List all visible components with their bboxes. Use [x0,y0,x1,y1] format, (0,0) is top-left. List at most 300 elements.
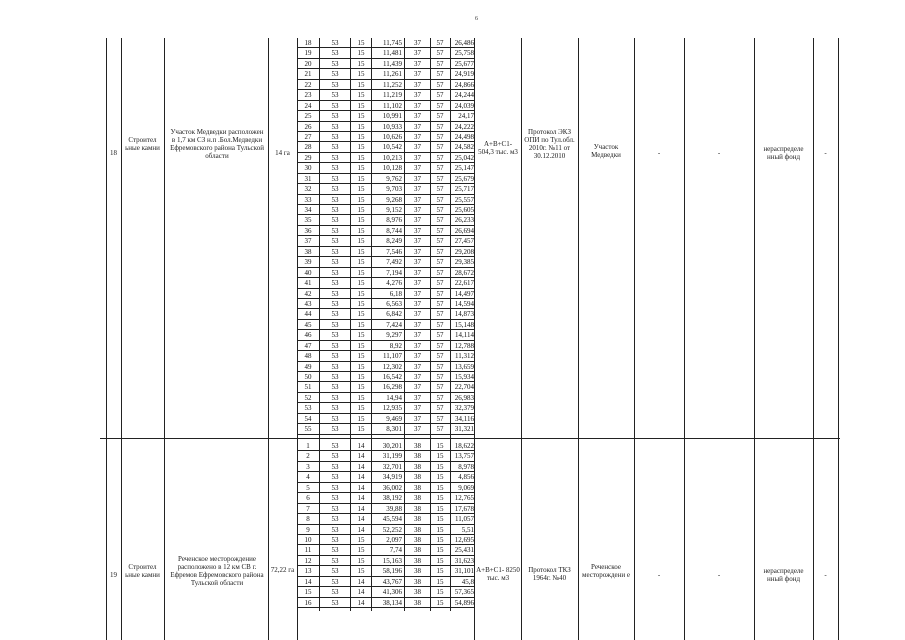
lon-min: 57 [436,310,444,319]
lat-min: 15 [357,535,365,544]
lon-min: 57 [436,164,444,173]
point-number: 47 [304,341,312,350]
lat-min: 14 [357,483,365,492]
lon-sec: 24,039 [454,101,474,110]
lon-deg: 37 [414,425,421,434]
point-number: 50 [304,373,312,381]
point-number: 38 [304,247,312,256]
point-number: 39 [304,258,312,267]
point-number: 4 [306,473,310,482]
lon-sec: 15,934 [454,373,474,381]
lat-min: 15 [357,195,365,204]
coordinate-row [297,483,474,493]
coordinate-row [297,382,474,392]
lon-sec: 24,244 [454,91,474,100]
lon-deg: 37 [414,341,421,350]
lat-sec: 14,94 [386,393,402,402]
lat-sec: 31,199 [382,452,402,461]
lon-deg: 37 [414,195,421,204]
protocol: Протокол ТКЗ 1964г. №40 [528,566,571,582]
lat-min: 15 [357,216,365,225]
point-number: 32 [304,185,312,194]
lon-sec: 25,042 [454,153,474,162]
lat-min: 15 [357,373,365,381]
lon-deg: 37 [414,352,421,361]
lat-min: 14 [357,525,365,534]
lat-min: 15 [357,174,365,183]
grid-line [521,38,522,640]
lat-sec: 11,107 [383,352,402,361]
lon-min: 57 [436,373,444,381]
lon-min: 57 [436,237,444,246]
coordinate-row [297,38,474,48]
lat-sec: 9,268 [386,195,402,204]
lon-sec: 18,622 [454,442,474,450]
mineral-type: Строител ьные камни [125,136,160,152]
lat-min: 14 [357,462,365,471]
lat-deg: 53 [331,143,339,152]
lon-sec: 31,101 [454,567,474,576]
coordinate-row [297,174,474,184]
coordinate-row [297,598,474,608]
lon-min: 15 [436,577,444,586]
lat-min: 15 [357,122,365,131]
lon-deg: 37 [414,404,421,413]
lon-deg: 38 [414,504,421,513]
lon-sec: 31,321 [454,425,474,434]
lat-min: 15 [357,101,365,110]
lat-sec: 8,249 [386,237,402,246]
lon-deg: 38 [414,588,421,597]
lon-min: 57 [436,393,444,402]
point-number: 33 [304,195,312,204]
lon-min: 57 [436,320,444,329]
coordinate-row [297,142,474,152]
protocol: Протокол ЭКЗ ОПИ по Тул.обл. 2010г. №11 от 30.12.2010 [524,128,575,160]
lat-deg: 53 [331,70,339,79]
lon-deg: 37 [414,258,421,267]
coordinate-row [297,268,474,278]
lon-deg: 37 [414,174,421,183]
coordinate-row [297,362,474,372]
lat-deg: 53 [331,556,339,565]
lon-min: 57 [436,268,444,277]
coordinate-row [297,587,474,597]
lon-min: 57 [436,132,444,141]
coordinate-row [297,462,474,472]
lat-min: 15 [357,153,365,162]
lon-min: 57 [436,404,444,413]
lon-min: 15 [436,598,444,607]
lon-min: 15 [436,504,444,513]
lat-sec: 4,276 [386,279,402,288]
point-number: 14 [304,577,312,586]
lon-sec: 26,983 [454,393,474,402]
lat-deg: 53 [331,515,339,524]
point-number: 21 [304,70,312,79]
lon-sec: 8,978 [458,462,474,471]
empty-cell: - [657,571,661,579]
point-number: 44 [304,310,312,319]
coordinate-row [297,372,474,382]
lon-min: 57 [436,258,444,267]
grid-line [754,38,755,640]
lon-min: 15 [436,556,444,565]
coordinate-row [297,414,474,424]
lon-min: 57 [436,153,444,162]
lat-deg: 53 [331,525,339,534]
point-number: 13 [304,567,312,576]
lon-deg: 38 [414,535,421,544]
lon-sec: 13,659 [454,362,474,371]
lat-sec: 11,745 [383,39,402,47]
coordinate-row [297,122,474,132]
lat-deg: 53 [331,494,339,503]
lat-min: 15 [357,39,365,47]
lon-min: 57 [436,112,444,121]
lat-deg: 53 [331,247,339,256]
lon-deg: 37 [414,185,421,194]
lat-sec: 45,594 [382,515,402,524]
lon-min: 57 [436,352,444,361]
coordinate-row [297,205,474,215]
lat-deg: 53 [331,462,339,471]
lat-min: 15 [357,59,365,68]
lat-min: 15 [357,226,365,235]
lon-deg: 38 [414,452,421,461]
point-number: 30 [304,164,312,173]
coordinate-row [297,215,474,225]
grid-line [268,38,269,640]
lon-sec: 29,208 [454,247,474,256]
lat-sec: 7,492 [386,258,402,267]
lon-min: 15 [436,494,444,503]
lat-sec: 10,626 [382,132,402,141]
lat-deg: 53 [331,122,339,131]
lat-min: 15 [357,393,365,402]
lon-deg: 38 [414,598,421,607]
lon-deg: 37 [414,268,421,277]
lon-min: 57 [436,247,444,256]
lat-deg: 53 [331,320,339,329]
coordinate-row [297,330,474,340]
reserves: A+B+C1- 8250 тыс. м3 [476,566,520,582]
lat-sec: 12,302 [382,362,402,371]
lon-sec: 12,765 [454,494,474,503]
lon-sec: 24,866 [454,80,474,89]
point-number: 24 [304,101,312,110]
lat-sec: 9,762 [386,174,402,183]
lon-sec: 11,057 [455,515,474,524]
lon-sec: 14,497 [454,289,474,298]
lat-min: 15 [357,404,365,413]
point-number: 31 [304,174,312,183]
lat-deg: 53 [331,373,339,381]
lon-min: 57 [436,122,444,131]
lon-sec: 25,147 [454,164,474,173]
lon-sec: 12,695 [454,535,474,544]
lon-min: 57 [436,331,444,340]
lat-min: 15 [357,132,365,141]
coordinate-row [297,111,474,121]
lon-min: 15 [436,442,444,450]
fund-status: нераспределе нный фонд [763,145,804,161]
lat-min: 15 [357,258,365,267]
coordinate-row [297,351,474,361]
lon-deg: 37 [414,70,421,79]
grid-line [474,38,475,640]
area: 72,22 га [270,566,295,574]
point-number: 11 [304,546,312,555]
lon-deg: 38 [414,442,421,450]
point-number: 7 [306,504,310,513]
point-number: 8 [306,515,310,524]
lon-deg: 37 [414,279,421,288]
lon-min: 57 [436,70,444,79]
point-number: 22 [304,80,312,89]
lat-deg: 53 [331,101,339,110]
lat-deg: 53 [331,299,339,308]
lat-sec: 8,92 [389,341,402,350]
point-number: 2 [306,452,310,461]
lon-min: 57 [436,341,444,350]
lon-sec: 28,672 [454,268,474,277]
lat-sec: 43,767 [382,577,402,586]
lon-sec: 11,312 [455,352,474,361]
lat-sec: 15,163 [382,556,402,565]
point-number: 19 [304,49,312,58]
lon-deg: 37 [414,164,421,173]
lat-deg: 53 [331,404,339,413]
point-number: 37 [304,237,312,246]
empty-cell: - [824,149,827,157]
lat-sec: 10,991 [382,112,402,121]
coordinate-row [297,514,474,524]
lon-min: 57 [436,299,444,308]
lon-sec: 24,582 [454,143,474,152]
lat-deg: 53 [331,195,339,204]
lat-min: 15 [357,237,365,246]
lat-min: 15 [357,331,365,340]
lat-min: 15 [357,279,365,288]
lat-min: 15 [357,320,365,329]
lon-deg: 37 [414,331,421,340]
grid-line [634,38,635,640]
lon-sec: 17,678 [454,504,474,513]
lat-deg: 53 [331,268,339,277]
lat-sec: 6,18 [389,289,402,298]
coordinate-row [297,566,474,576]
lon-min: 57 [436,383,444,392]
lat-deg: 53 [331,49,339,58]
lat-deg: 53 [331,425,339,434]
lat-min: 15 [357,556,365,565]
point-number: 20 [304,59,312,68]
deposit-name: Участок Медведки [591,143,621,159]
lat-sec: 34,919 [382,473,402,482]
lon-sec: 27,457 [454,237,474,246]
coordinate-row [297,80,474,90]
coordinate-row [297,451,474,461]
empty-cell: - [657,149,661,157]
coordinate-row [297,226,474,236]
deposit-name: Реченское месторождени е [582,563,630,579]
lat-min: 14 [357,577,365,586]
lat-min: 15 [357,414,365,423]
lon-sec: 22,617 [454,279,474,288]
lat-deg: 53 [331,289,339,298]
lon-sec: 14,594 [454,299,474,308]
lat-min: 15 [357,341,365,350]
lat-deg: 53 [331,91,339,100]
lon-deg: 37 [414,289,421,298]
lat-sec: 9,152 [386,206,402,214]
point-number: 6 [306,494,310,503]
lon-sec: 29,385 [454,258,474,267]
point-number: 3 [306,462,310,471]
lat-deg: 53 [331,546,339,555]
coordinate-row [297,493,474,503]
coordinate-row [297,289,474,299]
lon-min: 57 [436,226,444,235]
lat-deg: 53 [331,577,339,586]
coordinate-row [297,535,474,545]
lat-sec: 7,194 [386,268,402,277]
lat-min: 14 [357,504,365,513]
coordinate-row [297,69,474,79]
lon-deg: 37 [414,320,421,329]
lon-min: 57 [436,174,444,183]
point-number: 55 [304,425,312,434]
lon-deg: 37 [414,49,421,58]
lat-sec: 52,252 [382,525,402,534]
lat-sec: 8,301 [386,425,402,434]
lon-min: 57 [436,101,444,110]
lat-sec: 9,469 [386,414,402,423]
lon-min: 57 [436,414,444,423]
lon-sec: 24,498 [454,132,474,141]
point-number: 1 [306,442,310,450]
lon-sec: 25,557 [454,195,474,204]
lon-sec: 26,486 [454,39,474,47]
row-number: 18 [110,149,117,157]
coordinate-row [297,48,474,58]
coordinate-row [297,184,474,194]
coordinate-row [297,299,474,309]
lon-deg: 38 [414,546,421,555]
lat-min: 15 [357,310,365,319]
lat-min: 14 [357,588,365,597]
lon-min: 57 [436,59,444,68]
point-number: 41 [304,279,312,288]
lat-sec: 11,252 [383,80,402,89]
lat-min: 15 [357,383,365,392]
lon-deg: 38 [414,462,421,471]
lon-sec: 12,788 [454,341,474,350]
point-number: 25 [304,112,312,121]
lat-min: 15 [357,546,365,555]
lat-deg: 53 [331,153,339,162]
lon-min: 57 [436,362,444,371]
lat-sec: 16,298 [382,383,402,392]
lat-deg: 53 [331,414,339,423]
lon-deg: 38 [414,483,421,492]
lon-sec: 24,17 [458,112,474,121]
lat-deg: 53 [331,310,339,319]
lat-deg: 53 [331,237,339,246]
point-number: 29 [304,153,312,162]
point-number: 36 [304,226,312,235]
lon-deg: 37 [414,310,421,319]
lon-sec: 34,116 [455,414,474,423]
empty-cell: - [717,149,721,157]
lon-sec: 25,717 [454,185,474,194]
lat-min: 15 [357,91,365,100]
lat-sec: 11,219 [383,91,402,100]
lat-deg: 53 [331,174,339,183]
lon-sec: 25,605 [454,206,474,214]
lat-deg: 53 [331,362,339,371]
lat-deg: 53 [331,567,339,576]
grid-line [578,38,579,640]
lon-min: 57 [436,49,444,58]
lat-deg: 53 [331,258,339,267]
grid-line [106,38,107,640]
lat-sec: 11,102 [383,101,402,110]
lon-min: 57 [436,185,444,194]
coordinate-row [297,545,474,555]
lat-deg: 53 [331,473,339,482]
point-number: 34 [304,206,312,214]
lon-sec: 57,365 [454,588,474,597]
lon-min: 15 [436,588,444,597]
coordinate-row [297,341,474,351]
reserves: A+B+C1- 504,3 тыс. м3 [478,140,518,156]
row-divider [100,438,840,439]
grid-line [684,38,685,640]
lon-min: 15 [436,567,444,576]
lon-min: 57 [436,143,444,152]
lat-sec: 6,842 [386,310,402,319]
lat-min: 15 [357,299,365,308]
lat-min: 15 [357,206,365,214]
lat-sec: 36,002 [382,483,402,492]
lat-sec: 2,097 [386,535,402,544]
lat-min: 14 [357,473,365,482]
lat-sec: 10,933 [382,122,402,131]
lat-min: 15 [357,185,365,194]
lon-sec: 25,677 [454,59,474,68]
lat-sec: 11,481 [383,49,402,58]
lat-sec: 11,439 [383,59,402,68]
coordinate-row [297,59,474,69]
lon-min: 15 [436,546,444,555]
lat-deg: 53 [331,226,339,235]
lat-min: 15 [357,362,365,371]
coordinate-row [297,163,474,173]
lon-sec: 31,623 [454,556,474,565]
lat-min: 15 [357,70,365,79]
lat-min: 15 [357,268,365,277]
lat-deg: 53 [331,206,339,214]
point-number: 23 [304,91,312,100]
lat-deg: 53 [331,483,339,492]
lon-deg: 38 [414,577,421,586]
lat-sec: 7,74 [389,546,402,555]
lat-deg: 53 [331,132,339,141]
grid-line [838,38,839,640]
lon-sec: 22,704 [454,383,474,392]
